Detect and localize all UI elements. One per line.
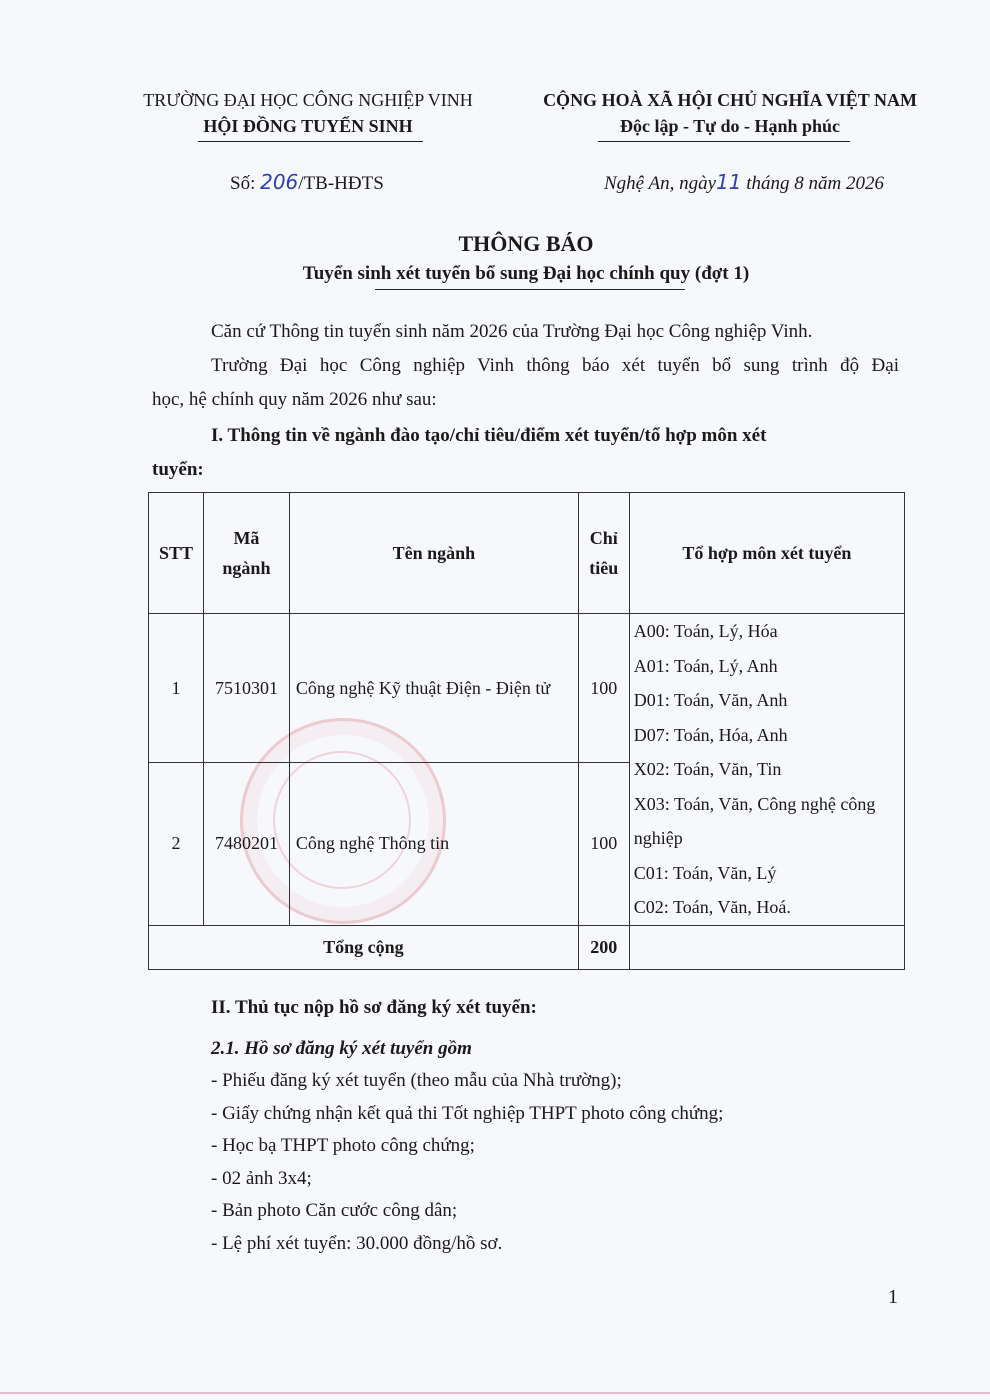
scan-edge-line [0, 1392, 990, 1394]
row-2-quota: 100 [578, 763, 629, 925]
total-label: Tổng cộng [149, 925, 579, 969]
header-quota-line-2: tiêu [589, 558, 619, 578]
section-2-heading: II. Thủ tục nộp hồ sơ đăng ký xét tuyển: [211, 997, 537, 1018]
left-header-rule [198, 141, 423, 142]
table-header-row [149, 493, 905, 614]
row-2-stt: 2 [149, 763, 204, 925]
handwritten-day: 11 [716, 170, 742, 194]
combination-item: X02: Toán, Văn, Tin [633, 759, 782, 779]
header-quota [578, 493, 629, 614]
header-code-line-2: ngành [222, 558, 271, 578]
document-date [604, 170, 884, 195]
combination-item: D07: Toán, Hóa, Anh [633, 724, 788, 745]
row-1-quota: 100 [578, 614, 629, 763]
national-motto: Độc lập - Tự do - Hạnh phúc [619, 116, 841, 136]
number-prefix: Số: [230, 173, 261, 194]
row-1-code: 7510301 [203, 614, 289, 763]
combination-item: C01: Toán, Văn, Lý [633, 862, 777, 883]
header-stt: STT [149, 493, 204, 614]
section-2-1-heading: 2.1. Hồ sơ đăng ký xét tuyển gồm [211, 1038, 472, 1059]
page-number: 1 [888, 1286, 898, 1308]
combination-item: X03: Toán, Văn, Công nghệ công [633, 793, 876, 814]
subtitle-rule [375, 289, 685, 290]
handwritten-number: 206 [260, 170, 299, 194]
intro-paragraph-1: Căn cứ Thông tin tuyển sinh năm 2026 của Trường Đại học Công nghiệp Vinh. [211, 321, 813, 342]
combination-item: nghiệp [633, 828, 683, 848]
table-row [149, 614, 905, 763]
header-quota-line-1: Chỉ [589, 528, 618, 548]
header-major-name: Tên ngành [289, 493, 578, 614]
admission-council: HỘI ĐỒNG TUYỂN SINH [203, 116, 413, 136]
total-value: 200 [578, 925, 629, 969]
row-1-name: Công nghệ Kỹ thuật Điện - Điện tử [289, 614, 578, 763]
right-header-rule [598, 141, 850, 142]
requirement-item: - Lệ phí xét tuyển: 30.000 đồng/hồ sơ. [211, 1233, 503, 1254]
requirement-item: - Học bạ THPT photo công chứng; [211, 1135, 475, 1156]
row-2-name: Công nghệ Thông tin [289, 763, 578, 925]
notice-title: THÔNG BÁO [458, 231, 594, 256]
section-1-heading-line-1: I. Thông tin về ngành đào tạo/chỉ tiêu/điểm xét tuyển/tổ hợp môn xét [211, 425, 767, 446]
combination-item: A01: Toán, Lý, Anh [633, 655, 778, 676]
table-total-row [149, 925, 905, 969]
combination-item: A00: Toán, Lý, Hóa [633, 621, 778, 641]
row-2-code: 7480201 [203, 763, 289, 925]
intro-paragraph-2-line-2: học, hệ chính quy năm 2026 như sau: [152, 389, 437, 410]
national-title: CỘNG HOÀ XÃ HỘI CHỦ NGHĨA VIỆT NAM [543, 90, 917, 110]
requirement-item: - Giấy chứng nhận kết quả thi Tốt nghiệp THPT photo công chứng; [211, 1103, 724, 1124]
section-1-heading-line-2: tuyển: [152, 459, 204, 480]
document-number [230, 170, 384, 195]
requirement-item: - Phiếu đăng ký xét tuyển (theo mẫu của Nhà trường); [211, 1070, 622, 1091]
header-combinations: Tổ hợp môn xét tuyển [629, 493, 904, 614]
school-name: TRƯỜNG ĐẠI HỌC CÔNG NGHIỆP VINH [143, 90, 473, 110]
notice-subtitle: Tuyển sinh xét tuyển bổ sung Đại học chính quy (đợt 1) [302, 263, 750, 284]
number-suffix: /TB-HĐTS [298, 173, 384, 194]
intro-paragraph-2-line-1: Trường Đại học Công nghiệp Vinh thông báo xét tuyển bổ sung trình độ Đại [211, 355, 899, 376]
combination-item: D01: Toán, Văn, Anh [633, 690, 788, 710]
date-suffix: tháng 8 năm 2026 [741, 173, 885, 194]
header-major-code [203, 493, 289, 614]
requirement-item: - 02 ảnh 3x4; [211, 1168, 312, 1189]
combination-item: C02: Toán, Văn, Hoá. [633, 897, 791, 917]
header-code-line-1: Mã [233, 528, 260, 548]
requirement-item: - Bản photo Căn cước công dân; [211, 1200, 458, 1221]
majors-table [148, 492, 905, 970]
row-1-stt: 1 [149, 614, 204, 763]
combinations-cell [629, 614, 904, 926]
date-prefix: Nghệ An, ngày [604, 173, 717, 194]
total-empty-cell [629, 925, 904, 969]
